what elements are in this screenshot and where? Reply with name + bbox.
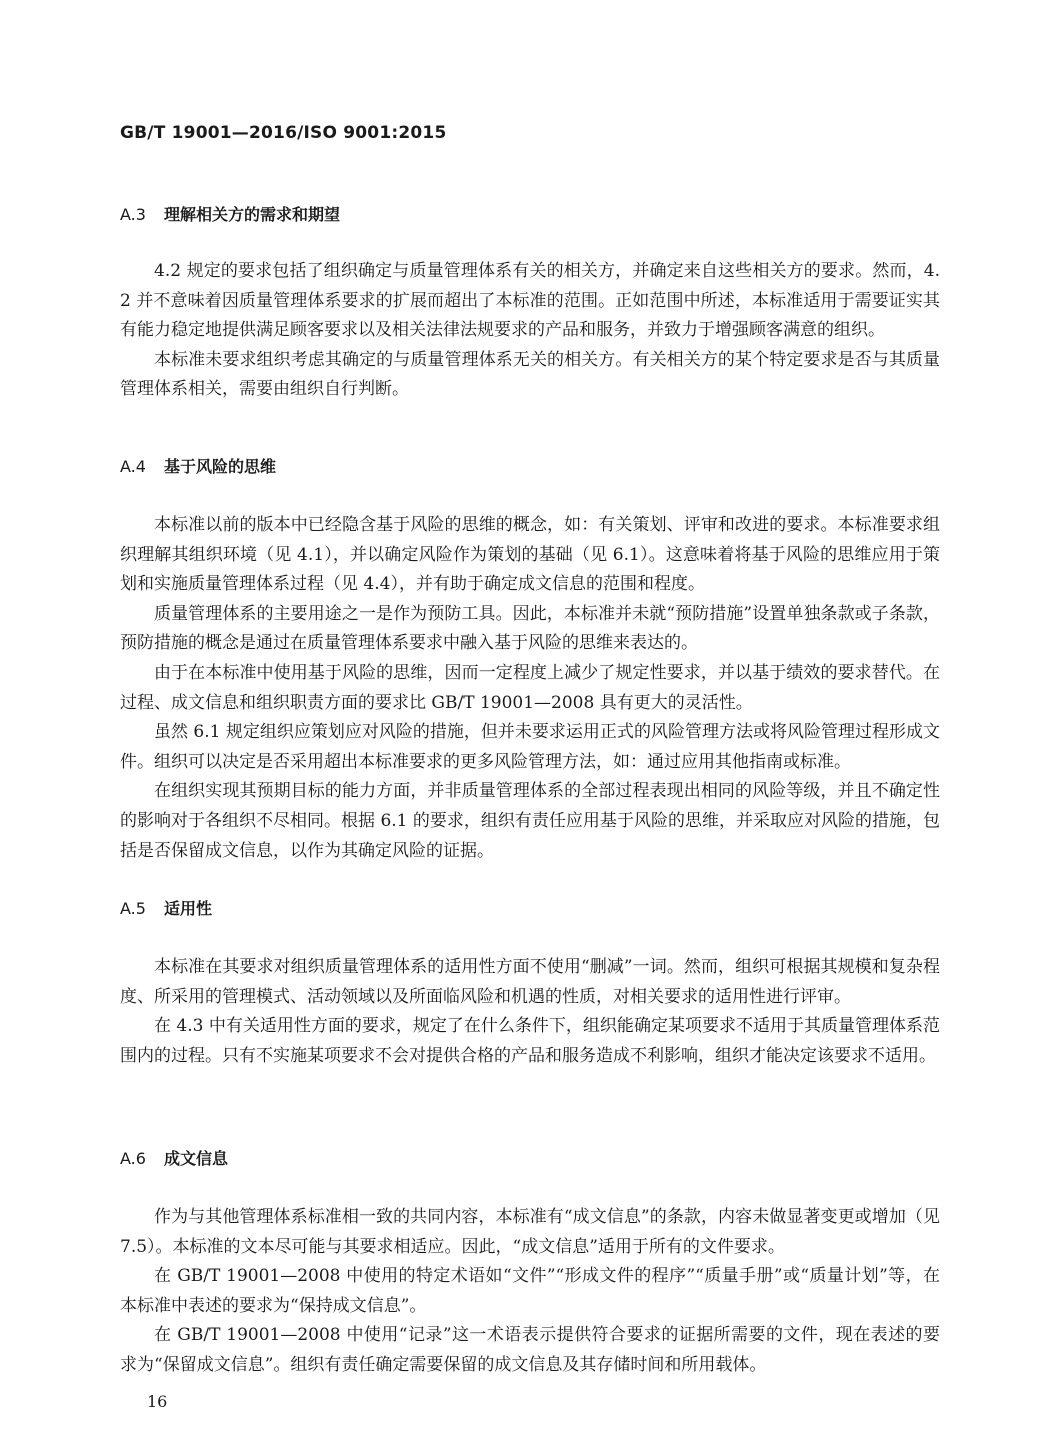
paragraph: 本标准以前的版本中已经隐含基于风险的思维的概念，如：有关策划、评审和改进的要求。本标准要求组织理解其组织环境（见 4.1），并以确定风险作为策划的基础（见 6.1）。这意味着将基于风险的思维应用于策划和实施质量管理体系过程（见 4.4），并有助于确定成文信息的范围和程度。 xyxy=(120,515,940,595)
paragraph: 4.2 规定的要求包括了组织确定与质量管理体系有关的相关方，并确定来自这些相关方的要求。然而，4.2 并不意味着因质量管理体系要求的扩展而超出了本标准的范围。正如范围中所述，本标准适用于需要证实其有能力稳定地提供满足顾客要求以及相关法律法规要求的产品和服务，并致力于增强顾客满意的组织。 xyxy=(120,261,940,341)
page-number: 16 xyxy=(147,1392,168,1411)
section-heading xyxy=(120,202,940,225)
section-heading xyxy=(120,454,940,477)
paragraph: 作为与其他管理体系标准相一致的共同内容，本标准有“成文信息”的条款，内容未做显著变更或增加（见 7.5）。本标准的文本尽可能与其要求相适应。因此，“成文信息”适用于所有的文件要求。 xyxy=(120,1207,940,1257)
section-a4 xyxy=(120,454,940,866)
section-number: A.3 xyxy=(120,205,146,224)
section-title: 基于风险的思维 xyxy=(164,457,277,476)
section-a5 xyxy=(120,896,940,1071)
section-title: 成文信息 xyxy=(164,1149,229,1168)
document-id-header: GB/T 19001—2016/ISO 9001:2015 xyxy=(120,123,447,143)
paragraph: 在 GB/T 19001—2008 中使用的特定术语如“文件”“形成文件的程序”“质量手册”或“质量计划”等，在本标准中表述的要求为“保持成文信息”。 xyxy=(120,1266,940,1316)
section-number: A.4 xyxy=(120,457,146,476)
paragraph: 在 GB/T 19001—2008 中使用“记录”这一术语表示提供符合要求的证据所需要的文件，现在表述的要求为“保留成文信息”。组织有责任确定需要保留的成文信息及其存储时间和所用载体。 xyxy=(120,1325,940,1375)
section-number: A.6 xyxy=(120,1149,146,1168)
section-title: 适用性 xyxy=(164,899,213,918)
paragraph: 由于在本标准中使用基于风险的思维，因而一定程度上减少了规定性要求，并以基于绩效的要求替代。在过程、成文信息和组织职责方面的要求比 GB/T 19001—2008 具有更大的灵活性。 xyxy=(120,662,940,713)
section-a6 xyxy=(120,1146,940,1381)
paragraph: 本标准未要求组织考虑其确定的与质量管理体系无关的相关方。有关相关方的某个特定要求是否与其质量管理体系相关，需要由组织自行判断。 xyxy=(120,349,940,400)
paragraph: 在 4.3 中有关适用性方面的要求，规定了在什么条件下，组织能确定某项要求不适用于其质量管理体系范围内的过程。只有不实施某项要求不会对提供合格的产品和服务造成不利影响，组织才能决定该要求不适用。 xyxy=(120,1016,940,1066)
section-a3 xyxy=(120,202,940,405)
section-heading xyxy=(120,1146,940,1169)
paragraph: 质量管理体系的主要用途之一是作为预防工具。因此，本标准并未就“预防措施”设置单独条款或子条款，预防措施的概念是通过在质量管理体系要求中融入基于风险的思维来表达的。 xyxy=(120,603,940,654)
section-heading xyxy=(120,896,940,919)
paragraph: 本标准在其要求对组织质量管理体系的适用性方面不使用“删减”一词。然而，组织可根据其规模和复杂程度、所采用的管理模式、活动领域以及所面临风险和机遇的性质，对相关要求的适用性进行评审。 xyxy=(120,957,940,1007)
section-title: 理解相关方的需求和期望 xyxy=(164,205,341,224)
paragraph: 虽然 6.1 规定组织应策划应对风险的措施，但并未要求运用正式的风险管理方法或将风险管理过程形成文件。组织可以决定是否采用超出本标准要求的更多风险管理方法，如：通过应用其他指南或标准。 xyxy=(120,722,940,772)
paragraph: 在组织实现其预期目标的能力方面，并非质量管理体系的全部过程表现出相同的风险等级，并且不确定性的影响对于各组织不尽相同。根据 6.1 的要求，组织有责任应用基于风险的思维，并采取应对风险的措施，包括是否保留成文信息，以作为其确定风险的证据。 xyxy=(120,781,940,861)
section-number: A.5 xyxy=(120,899,146,918)
